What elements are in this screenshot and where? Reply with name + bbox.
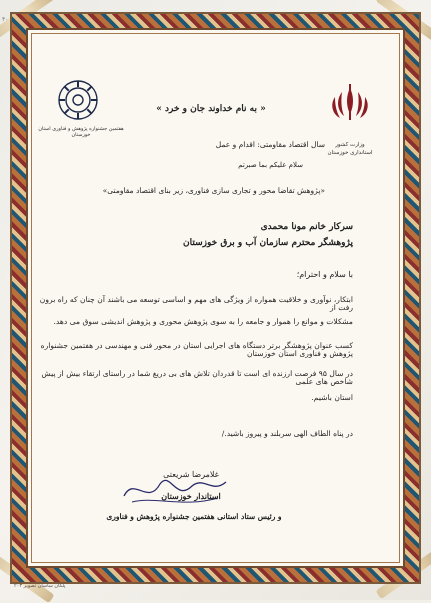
- body-paragraph: مشکلات و موانع را هموار و جامعه را به سوی پژوهش محوری و پژوهش اندیشی سوق می دهد.: [53, 317, 353, 326]
- corner-number: ۴۰: [2, 16, 9, 23]
- certificate-page: [26, 26, 385, 574]
- year-motto: سال اقتصاد مقاومتی: اقدام و عمل: [215, 140, 325, 149]
- signatory-role: استاندار خوزستان: [161, 491, 221, 501]
- recipient-title: پژوهشگر محترم سازمان آب و برق خوزستان: [183, 238, 353, 248]
- body-paragraph: ابتکار، نوآوری و خلاقیت همواره از ویژگی های مهم و اساسی توسعه می باشند آن چنان که راه برون رفت از: [39, 295, 353, 313]
- body-paragraph: در سال ۹۵ فرصت ارزنده ای است تا قدردان تلاش های بی دریغ شما در راستای ارتقاء بیش از پیش شاخص های علمی: [41, 369, 353, 387]
- subject-line: «پژوهش تقاضا محور و تجاری سازی فناوری، زیر بنای اقتصاد مقاومتی»: [102, 186, 325, 195]
- top-greeting: سلام علیکم بما صبرتم: [238, 161, 303, 169]
- closing-line: در پناه الطاف الهی سربلند و پیروز باشید./: [221, 429, 353, 438]
- festival-logo-icon: [56, 78, 100, 122]
- greeting: با سلام و احترام؛: [296, 270, 353, 279]
- footer-mark: پلکان ساسان تصویر ۲۰۳: [14, 583, 66, 589]
- body-paragraph: استان باشیم.: [311, 393, 353, 402]
- festival-caption: هفتمین جشنواره پژوهش و فناوری استان خوزستان: [38, 126, 124, 138]
- basmala-heading: « به نام خداوند جان و خرد »: [156, 104, 266, 114]
- body-paragraph: کسب عنوان پژوهشگر برتر دستگاه های اجرایی استان در محور فنی و مهندسی در هفتمین جشنواره پژوهش و فناوری استان خوزستان: [40, 341, 353, 359]
- recipient-name: سرکار خانم مونا محمدی: [260, 222, 353, 232]
- org-subname: استانداری خوزستان: [327, 150, 373, 156]
- signatory-name: غلامرضا شریعتی: [163, 470, 219, 479]
- signatory-position: و رئیس ستاد استانی هفتمین جشنواره پژوهش و فناوری: [106, 512, 282, 521]
- org-name: وزارت کشور: [335, 142, 365, 148]
- iran-emblem-icon: [322, 82, 378, 140]
